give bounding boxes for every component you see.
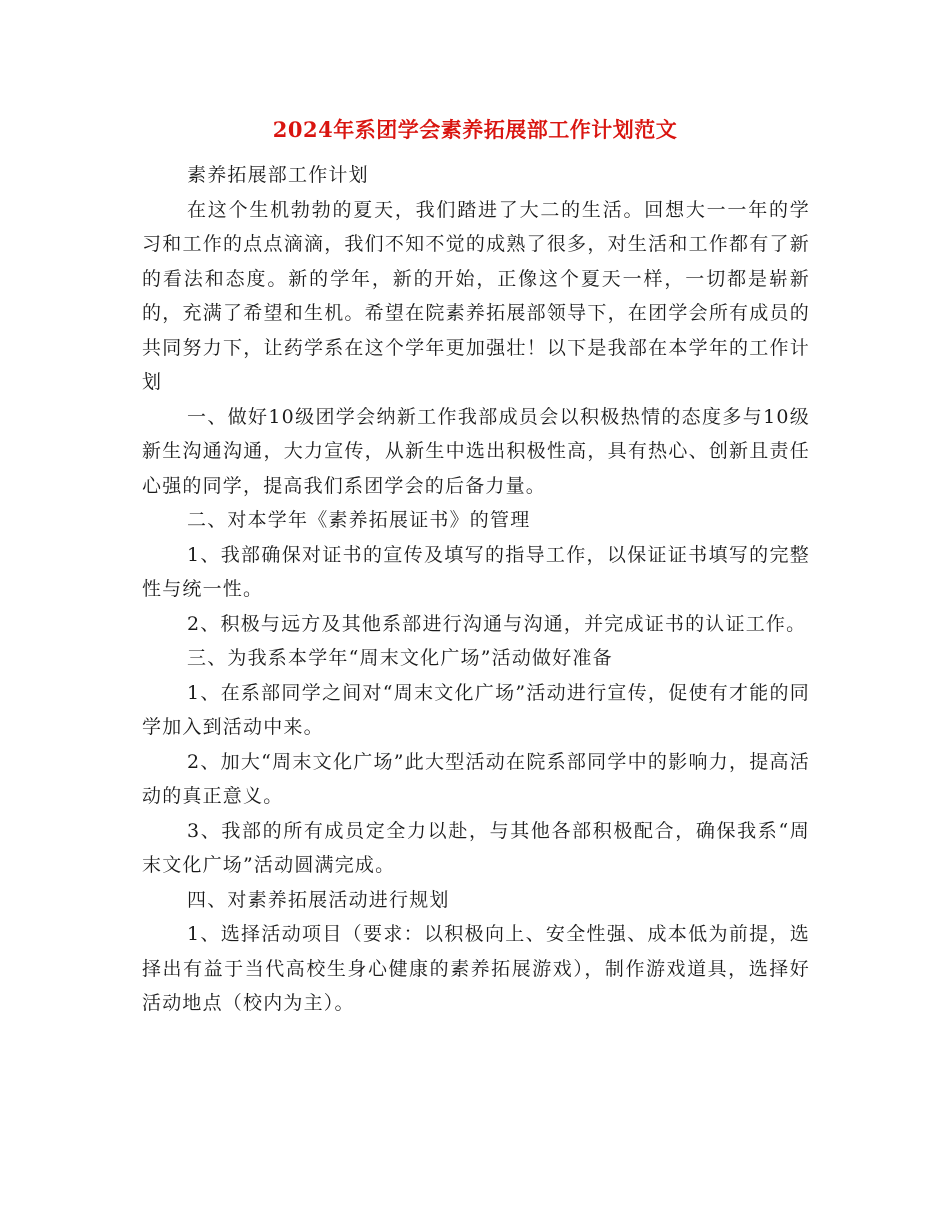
plan-item-3-sub-3: 3、我部的所有成员定全力以赴，与其他各部积极配合，确保我系“周末文化广场”活动圆满完成。 (142, 819, 810, 876)
plan-item-2-sub-2: 2、积极与远方及其他系部进行沟通与沟通，并完成证书的认证工作。 (187, 612, 807, 635)
intro-paragraph: 在这个生机勃勃的夏天，我们踏进了大二的生活。回想大一一年的学习和工作的点点滴滴，我们不知不觉的成熟了很多，对生活和工作都有了新的看法和态度。新的学年，新的开始，正像这个夏天一样，一切都是崭新的，充满了希望和生机。希望在院素养拓展部领导下，在团学会所有成员的共同努力下，让药学系在这个学年更加强壮！以下是我部在本学年的工作计划 (142, 198, 810, 393)
plan-item-4-sub-1: 1、选择活动项目（要求：以积极向上、安全性强、成本低为前提，选择出有益于当代高校生身心健康的素养拓展游戏），制作游戏道具，选择好活动地点（校内为主）。 (142, 923, 810, 1014)
plan-item-2-sub-1: 1、我部确保对证书的宣传及填写的指导工作，以保证证书填写的完整性与统一性。 (142, 543, 810, 600)
document-body (142, 158, 810, 1021)
section-heading: 素养拓展部工作计划 (187, 164, 369, 186)
plan-item-2-heading: 二、对本学年《素养拓展证书》的管理 (187, 509, 531, 531)
plan-item-3-heading: 三、为我系本学年“周末文化广场”活动做好准备 (187, 647, 613, 669)
document-title: 2024年系团学会素养拓展部工作计划范文 (272, 117, 678, 142)
plan-item-3-sub-1: 1、在系部同学之间对“周末文化广场”活动进行宣传，促使有才能的同学加入到活动中来。 (142, 681, 810, 738)
plan-item-4-heading: 四、对素养拓展活动进行规划 (187, 888, 450, 911)
plan-item-3-sub-2: 2、加大“周末文化广场”此大型活动在院系部同学中的影响力，提高活动的真正意义。 (142, 750, 810, 807)
plan-item-1: 一、做好10级团学会纳新工作我部成员会以积极热情的态度多与10级新生沟通沟通，大力宣传，从新生中选出积极性高，具有热心、创新且责任心强的同学，提高我们系团学会的后备力量。 (142, 405, 810, 497)
